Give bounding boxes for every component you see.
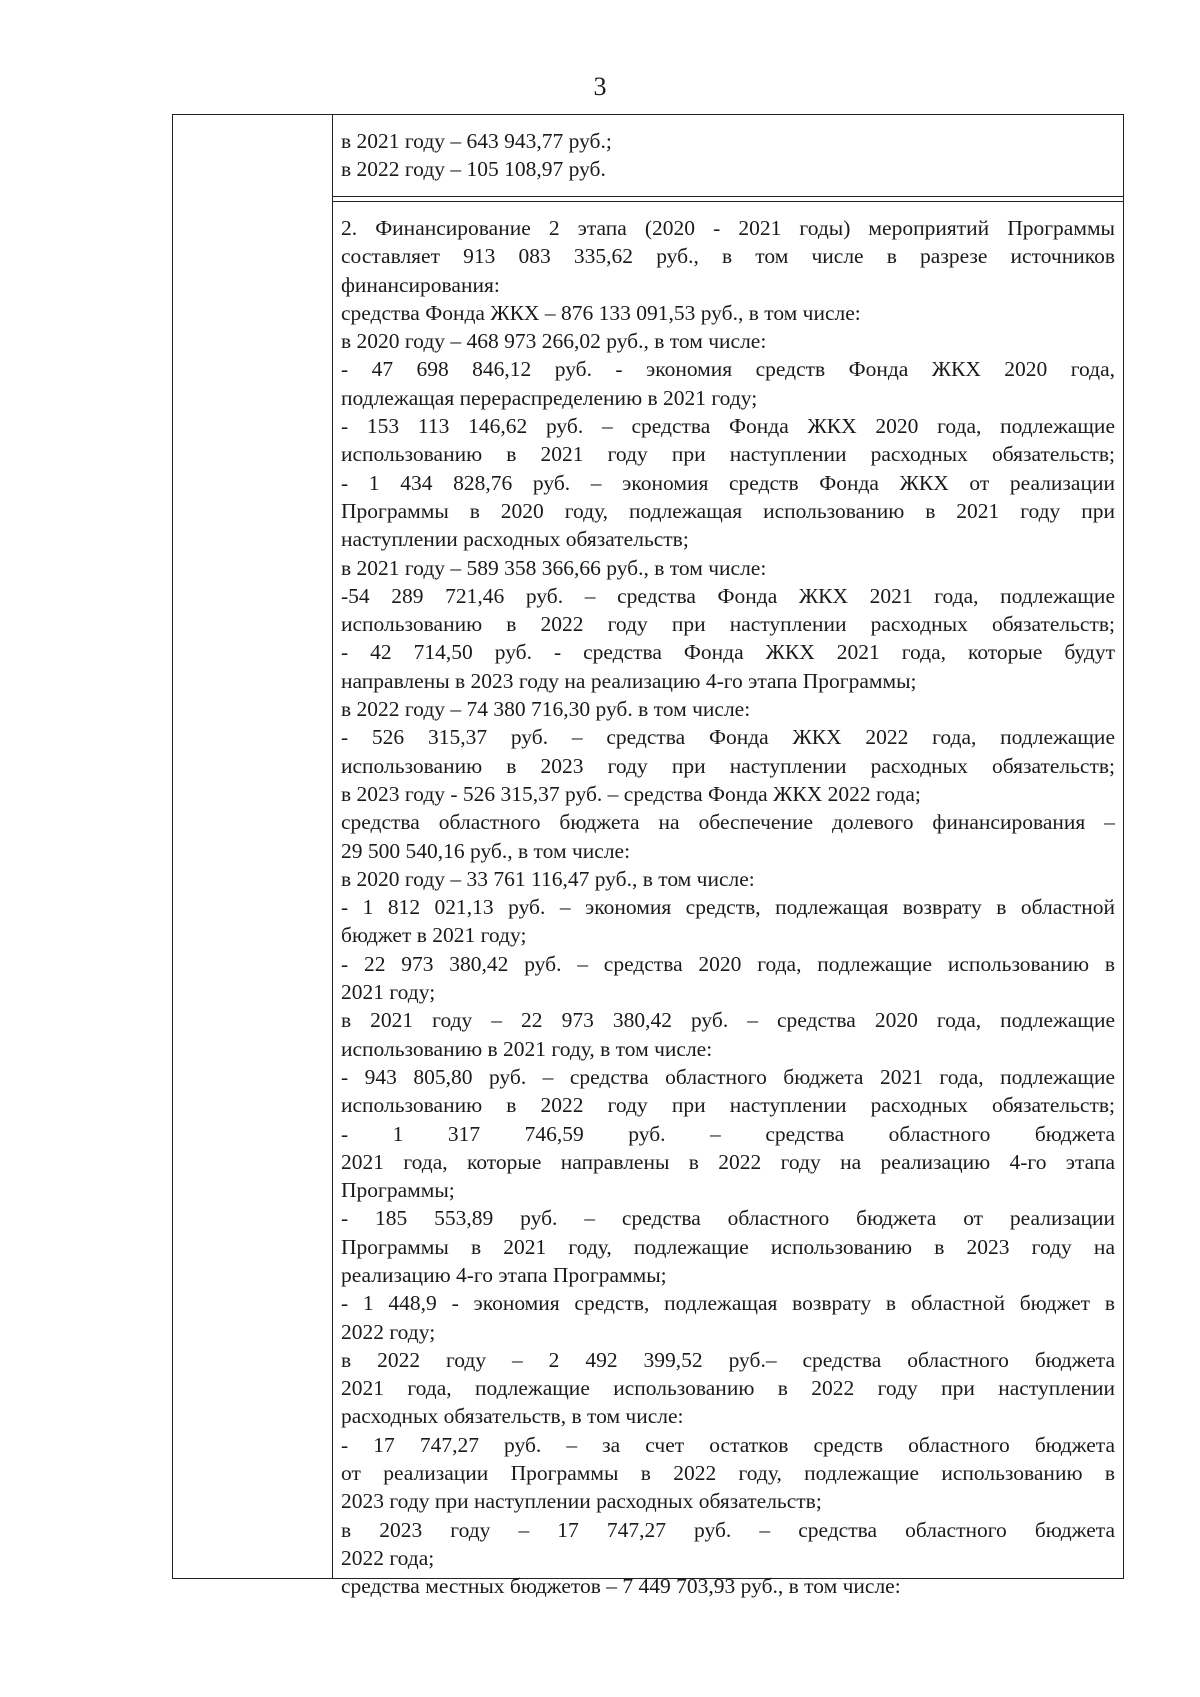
table-left-column [173, 115, 333, 1578]
text-line: от реализации Программы в 2022 году, подлежащие использованию в [341, 1461, 1115, 1486]
text-line: 29 500 540,16 руб., в том числе: [341, 838, 631, 863]
text-line: средства местных бюджетов – 7 449 703,93 руб., в том числе: [341, 1574, 901, 1599]
text-line: в 2021 году – 643 943,77 руб.; [341, 129, 612, 153]
text-line: использованию в 2022 году при наступлении расходных обязательств; [341, 612, 1115, 637]
text-line: Программы; [341, 1178, 455, 1203]
text-line: в 2023 году – 17 747,27 руб. – средства областного бюджета [341, 1517, 1115, 1542]
text-line: Программы в 2021 году, подлежащие использованию в 2023 году на [341, 1234, 1115, 1259]
text-line: наступлении расходных обязательств; [341, 527, 689, 552]
text-line: в 2023 году - 526 315,37 руб. – средства Фонда ЖКХ 2022 года; [341, 781, 921, 806]
text-line: - 22 973 380,42 руб. – средства 2020 года, подлежащие использованию в [341, 951, 1115, 976]
text-line: 2022 году; [341, 1319, 436, 1344]
text-line: в 2020 году – 33 761 116,47 руб., в том числе: [341, 866, 755, 891]
text-line: в 2022 году – 2 492 399,52 руб.– средства областного бюджета [341, 1347, 1115, 1372]
text-line: Программы в 2020 году, подлежащая использованию в 2021 году при [341, 498, 1115, 523]
text-line: использованию в 2023 году при наступлении расходных обязательств; [341, 753, 1115, 778]
text-line: 2021 года, подлежащие использованию в 2022 году при наступлении [341, 1376, 1115, 1401]
text-line: финансирования: [341, 272, 500, 297]
text-line: - 153 113 146,62 руб. – средства Фонда ЖКХ 2020 года, подлежащие [341, 414, 1115, 439]
text-line: направлены в 2023 году на реализацию 4-го этапа Программы; [341, 668, 917, 693]
text-line: подлежащая перераспределению в 2021 году; [341, 385, 758, 410]
page-number: 3 [593, 72, 607, 101]
text-line: - 47 698 846,12 руб. - экономия средств Фонда ЖКХ 2020 года, [341, 357, 1115, 382]
text-line: 2023 году при наступлении расходных обязательств; [341, 1489, 822, 1514]
text-line: - 526 315,37 руб. – средства Фонда ЖКХ 2022 года, подлежащие [341, 725, 1115, 750]
text-line: - 17 747,27 руб. – за счет остатков средств областного бюджета [341, 1432, 1115, 1457]
text-line: - 42 714,50 руб. - средства Фонда ЖКХ 2021 года, которые будут [341, 640, 1115, 665]
text-line: - 1 317 746,59 руб. – средства областного бюджета [341, 1121, 1115, 1146]
text-line: - 185 553,89 руб. – средства областного бюджета от реализации [341, 1206, 1115, 1231]
text-line: составляет 913 083 335,62 руб., в том числе в разрезе источников [341, 244, 1115, 269]
text-line: 2. Финансирование 2 этапа (2020 - 2021 годы) мероприятий Программы [341, 216, 1115, 240]
financing-table [172, 114, 1124, 1599]
text-line: -54 289 721,46 руб. – средства Фонда ЖКХ 2021 года, подлежащие [341, 583, 1115, 608]
text-line: - 1 812 021,13 руб. – экономия средств, подлежащая возврату в областной [341, 895, 1115, 920]
text-line: средства областного бюджета на обеспечение долевого финансирования – [341, 810, 1115, 835]
text-line: расходных обязательств, в том числе: [341, 1404, 684, 1429]
text-line: - 1 448,9 - экономия средств, подлежащая возврату в областной бюджет в [341, 1291, 1115, 1316]
text-line: бюджет в 2021 году; [341, 923, 527, 948]
text-line: реализацию 4-го этапа Программы; [341, 1262, 667, 1287]
text-line: в 2021 году – 589 358 366,66 руб., в том числе: [341, 555, 767, 580]
text-line: в 2021 году – 22 973 380,42 руб. – средства 2020 года, подлежащие [341, 1008, 1115, 1033]
text-line: в 2022 году – 74 380 716,30 руб. в том числе: [341, 697, 751, 722]
text-line: 2022 года; [341, 1545, 435, 1570]
text-line: 2021 года, которые направлены в 2022 году на реализацию 4-го этапа [341, 1149, 1115, 1174]
text-line: использованию в 2021 году, в том числе: [341, 1036, 713, 1061]
text-line: в 2022 году – 105 108,97 руб. [341, 157, 606, 182]
text-line: - 1 434 828,76 руб. – экономия средств Фонда ЖКХ от реализации [341, 470, 1115, 495]
table-row-continuation [333, 115, 1123, 197]
text-line: - 943 805,80 руб. – средства областного бюджета 2021 года, подлежащие [341, 1064, 1115, 1089]
text-line: 2021 году; [341, 980, 436, 1005]
text-line: использованию в 2021 году при наступлении расходных обязательств; [341, 442, 1115, 467]
text-line: средства Фонда ЖКХ – 876 133 091,53 руб., в том числе: [341, 300, 861, 325]
text-line: использованию в 2022 году при наступлении расходных обязательств; [341, 1093, 1115, 1118]
table-row-stage-2-financing [333, 202, 1123, 1599]
text-line: в 2020 году – 468 973 266,02 руб., в том числе: [341, 329, 767, 354]
